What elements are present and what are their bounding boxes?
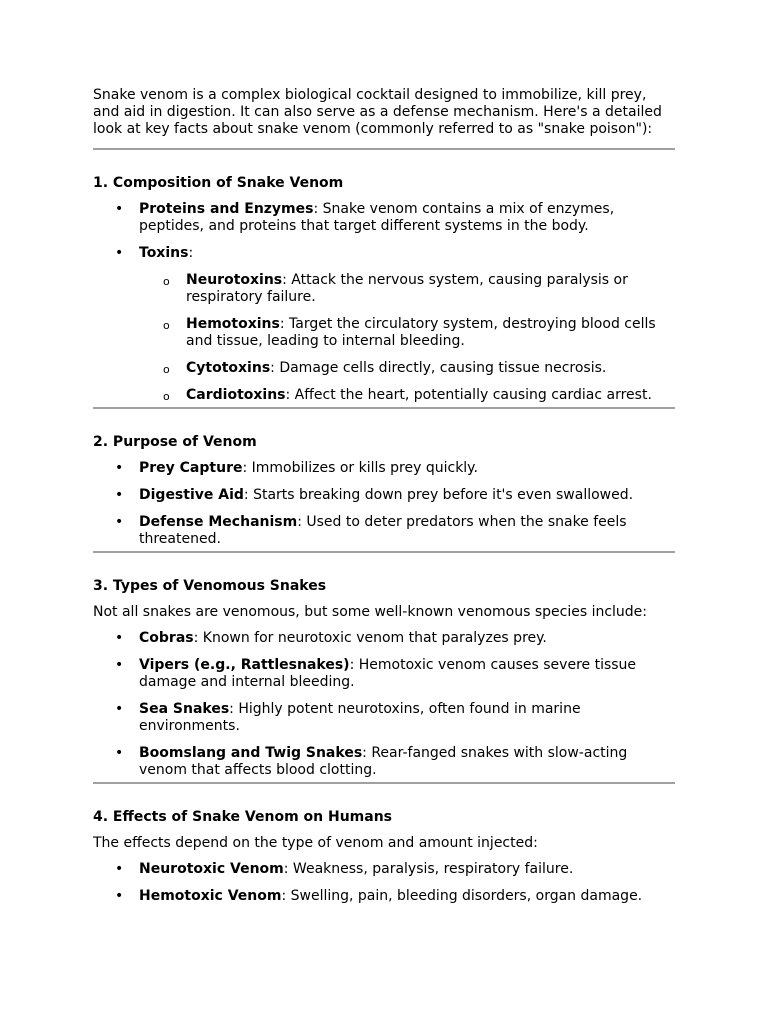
item-text: : Attack the nervous system, causing paralysis or respiratory failure. bbox=[186, 272, 628, 305]
list-item bbox=[93, 861, 675, 878]
section-purpose bbox=[93, 434, 675, 548]
bullet-icon: • bbox=[115, 514, 124, 530]
section-heading: 4. Effects of Snake Venom on Humans bbox=[93, 809, 393, 825]
section-divider bbox=[93, 148, 675, 150]
item-term: Proteins and Enzymes bbox=[139, 201, 314, 217]
bullet-list bbox=[93, 630, 675, 779]
section-lead: The effects depend on the type of venom and amount injected: bbox=[93, 835, 538, 851]
bullet-list bbox=[93, 201, 675, 404]
bullet-list bbox=[93, 861, 675, 905]
item-term: Cobras bbox=[139, 630, 194, 646]
section-divider bbox=[93, 551, 675, 553]
section-composition bbox=[93, 175, 675, 404]
item-text: : bbox=[188, 245, 194, 261]
list-item bbox=[93, 745, 675, 779]
item-text: : Target the circulatory system, destroying blood cells and tissue, leading to internal bleeding. bbox=[186, 316, 656, 349]
circle-bullet-icon: o bbox=[163, 390, 170, 403]
item-text: : Starts breaking down prey before it's even swallowed. bbox=[243, 487, 634, 503]
item-text: : Highly potent neurotoxins, often found in marine environments. bbox=[139, 701, 581, 734]
list-item bbox=[93, 245, 675, 404]
item-text: : Used to deter predators when the snake feels threatened. bbox=[139, 514, 627, 547]
item-term: Hemotoxins bbox=[186, 316, 280, 332]
bullet-icon: • bbox=[115, 861, 124, 877]
item-text: : Immobilizes or kills prey quickly. bbox=[242, 460, 478, 476]
list-item bbox=[93, 514, 675, 548]
document-page bbox=[93, 87, 675, 908]
item-term: Toxins bbox=[139, 245, 189, 261]
bullet-icon: • bbox=[115, 487, 124, 503]
item-term: Sea Snakes bbox=[139, 701, 230, 717]
item-text: : Swelling, pain, bleeding disorders, organ damage. bbox=[281, 888, 643, 904]
item-text: : Snake venom contains a mix of enzymes, peptides, and proteins that target different systems in the body. bbox=[139, 201, 615, 234]
section-divider bbox=[93, 407, 675, 409]
section-heading: 1. Composition of Snake Venom bbox=[93, 175, 344, 191]
circle-bullet-icon: o bbox=[163, 363, 170, 376]
list-item bbox=[93, 201, 675, 235]
item-text: : Hemotoxic venom causes severe tissue damage and internal bleeding. bbox=[139, 657, 637, 690]
section-heading: 3. Types of Venomous Snakes bbox=[93, 578, 327, 594]
bullet-icon: • bbox=[115, 245, 124, 261]
bullet-icon: • bbox=[115, 460, 124, 476]
section-effects bbox=[93, 809, 675, 905]
item-term: Cardiotoxins bbox=[186, 387, 286, 403]
bullet-list bbox=[93, 460, 675, 548]
list-item bbox=[93, 701, 675, 735]
section-lead: Not all snakes are venomous, but some well-known venomous species include: bbox=[93, 604, 648, 620]
section-types bbox=[93, 578, 675, 779]
item-text: : Damage cells directly, causing tissue necrosis. bbox=[270, 360, 607, 376]
item-term: Hemotoxic Venom bbox=[139, 888, 282, 904]
item-term: Neurotoxins bbox=[186, 272, 283, 288]
item-text: : Known for neurotoxic venom that paralyzes prey. bbox=[193, 630, 547, 646]
bullet-icon: • bbox=[115, 630, 124, 646]
section-divider bbox=[93, 782, 675, 784]
bullet-icon: • bbox=[115, 701, 124, 717]
list-item bbox=[93, 888, 675, 905]
item-text: : Weakness, paralysis, respiratory failure. bbox=[283, 861, 574, 877]
sub-list-item bbox=[139, 272, 675, 306]
item-term: Prey Capture bbox=[139, 460, 243, 476]
sub-list-item bbox=[139, 360, 675, 377]
sub-list bbox=[139, 272, 675, 404]
bullet-icon: • bbox=[115, 657, 124, 673]
list-item bbox=[93, 630, 675, 647]
item-text: : Affect the heart, potentially causing cardiac arrest. bbox=[285, 387, 652, 403]
list-item bbox=[93, 460, 675, 477]
intro-paragraph: Snake venom is a complex biological cocktail designed to immobilize, kill prey, and aid in digestion. It can also serve as a defense mechanism. Here's a detailed look at key facts about snake venom (commonly referred to as "snake poison"): bbox=[93, 87, 662, 137]
sub-list-item bbox=[139, 316, 675, 350]
item-term: Neurotoxic Venom bbox=[139, 861, 284, 877]
section-heading: 2. Purpose of Venom bbox=[93, 434, 257, 450]
item-term: Digestive Aid bbox=[139, 487, 244, 503]
circle-bullet-icon: o bbox=[163, 275, 170, 288]
circle-bullet-icon: o bbox=[163, 319, 170, 332]
bullet-icon: • bbox=[115, 201, 124, 217]
list-item bbox=[93, 657, 675, 691]
item-text: : Rear-fanged snakes with slow-acting venom that affects blood clotting. bbox=[139, 745, 628, 778]
sub-list-item bbox=[139, 387, 675, 404]
bullet-icon: • bbox=[115, 745, 124, 761]
item-term: Vipers (e.g., Rattlesnakes) bbox=[139, 657, 350, 673]
item-term: Defense Mechanism bbox=[139, 514, 298, 530]
list-item bbox=[93, 487, 675, 504]
item-term: Cytotoxins bbox=[186, 360, 271, 376]
bullet-icon: • bbox=[115, 888, 124, 904]
item-term: Boomslang and Twig Snakes bbox=[139, 745, 363, 761]
